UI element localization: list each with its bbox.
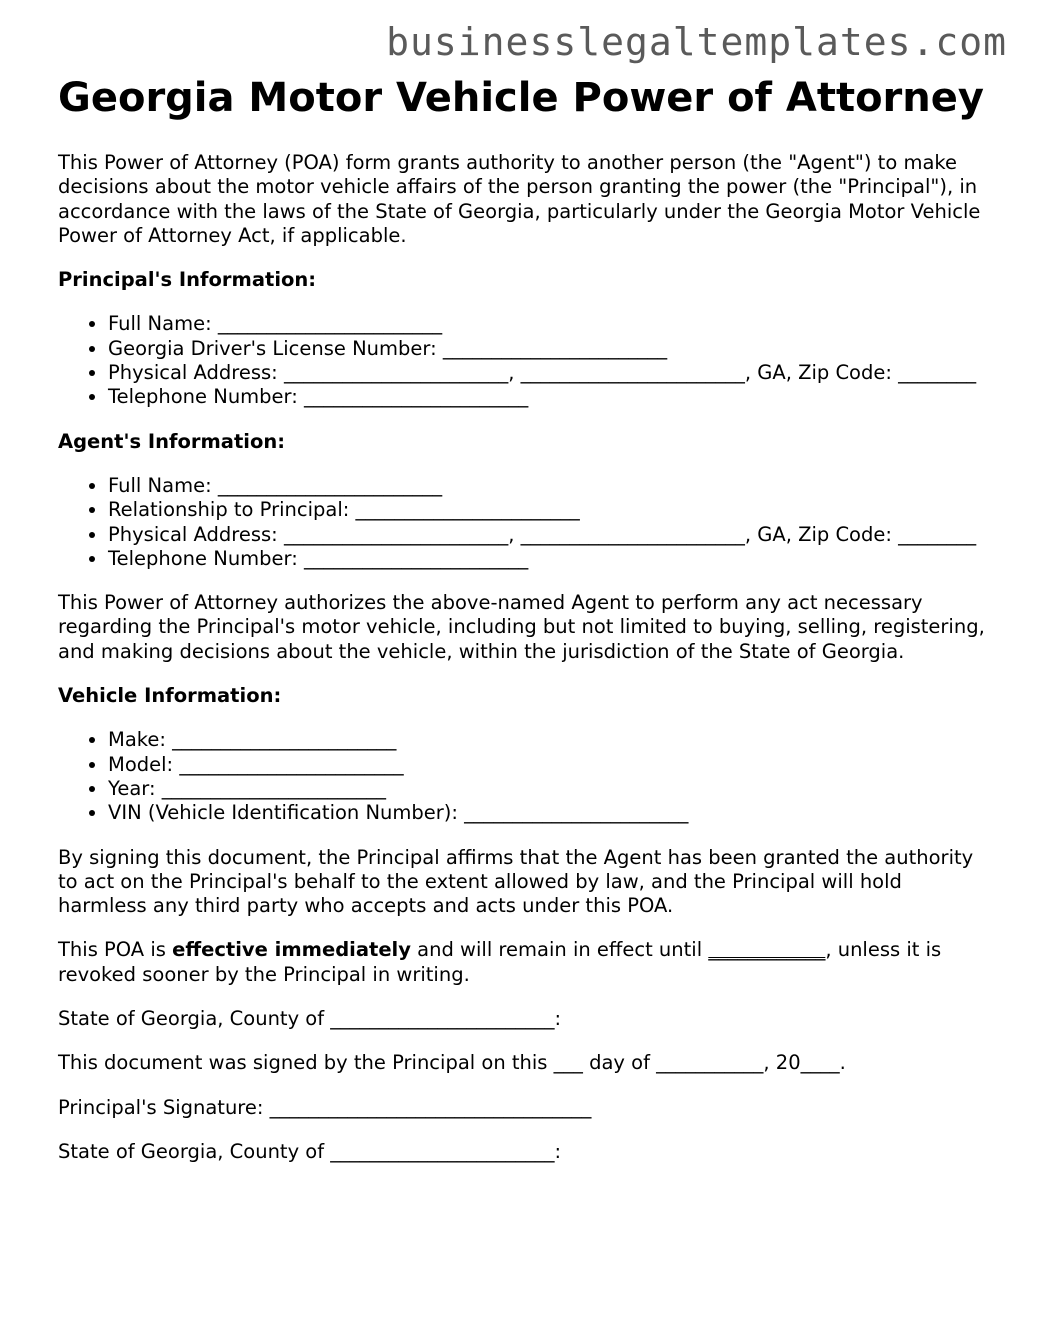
agent-heading: Agent's Information:: [58, 429, 286, 453]
agent-full-name: • Full Name: _______________________: [108, 474, 988, 498]
effective-mid: and will remain in effect until: [410, 938, 709, 962]
agent-list: [58, 474, 988, 571]
effective-paragraph: [58, 938, 988, 987]
vehicle-vin: • VIN (Vehicle Identification Number): _______________________: [108, 801, 988, 825]
document-title: Georgia Motor Vehicle Power of Attorney: [58, 75, 984, 121]
principal-signature-line: Principal's Signature: _________________________________: [58, 1095, 592, 1119]
vehicle-heading: Vehicle Information:: [58, 684, 282, 708]
effective-emphasis: effective immediately: [172, 938, 411, 962]
intro-paragraph: This Power of Attorney (POA) form grants authority to another person (the "Agent") to make decisions about the motor vehicle affairs of the person granting the power (the "Principal"), in accordance with the laws of the State of Georgia, particularly under the Georgia Motor Vehicle Power of Attorney Act, if applicable.: [58, 151, 981, 247]
county-line-2: State of Georgia, County of _______________________:: [58, 1139, 562, 1163]
agent-relationship: • Relationship to Principal: _______________________: [108, 498, 988, 522]
authorization-paragraph: This Power of Attorney authorizes the above-named Agent to perform any act necessary regarding the Principal's motor vehicle, including but not limited to buying, selling, registering, and making decisions about the vehicle, within the jurisdiction of the State of Georgia.: [58, 591, 985, 663]
principal-list: [58, 312, 988, 409]
vehicle-make: • Make: _______________________: [108, 728, 988, 752]
county-line-1: State of Georgia, County of _______________________:: [58, 1007, 562, 1031]
principal-address: • Physical Address: _______________________, _______________________, GA, Zip Code: ________: [108, 361, 988, 385]
vehicle-list: [58, 728, 988, 825]
principal-full-name: • Full Name: _______________________: [108, 312, 988, 336]
document: [58, 73, 988, 1184]
principal-heading: Principal's Information:: [58, 268, 317, 292]
principal-license: • Georgia Driver's License Number: _______________________: [108, 337, 988, 361]
affirmation-paragraph: By signing this document, the Principal affirms that the Agent has been granted the authority to act on the Principal's behalf to the extent allowed by law, and the Principal will hold harmless any third party who accepts and acts under this POA.: [58, 845, 974, 918]
vehicle-model: • Model: _______________________: [108, 753, 988, 777]
signed-on-line: This document was signed by the Principal on this ___ day of ___________, 20____.: [58, 1051, 846, 1075]
vehicle-year: • Year: _______________________: [108, 777, 988, 801]
effective-pre: This POA is: [58, 938, 173, 962]
effective-until-blank: ____________: [708, 938, 826, 962]
principal-telephone: • Telephone Number: _______________________: [108, 385, 988, 409]
watermark: businesslegaltemplates.com: [386, 20, 1007, 64]
agent-telephone: • Telephone Number: _______________________: [108, 547, 988, 571]
agent-address: • Physical Address: _______________________, _______________________, GA, Zip Code: ________: [108, 523, 988, 547]
effective-post: , unless it is revoked sooner by the Principal in writing.: [58, 938, 942, 986]
